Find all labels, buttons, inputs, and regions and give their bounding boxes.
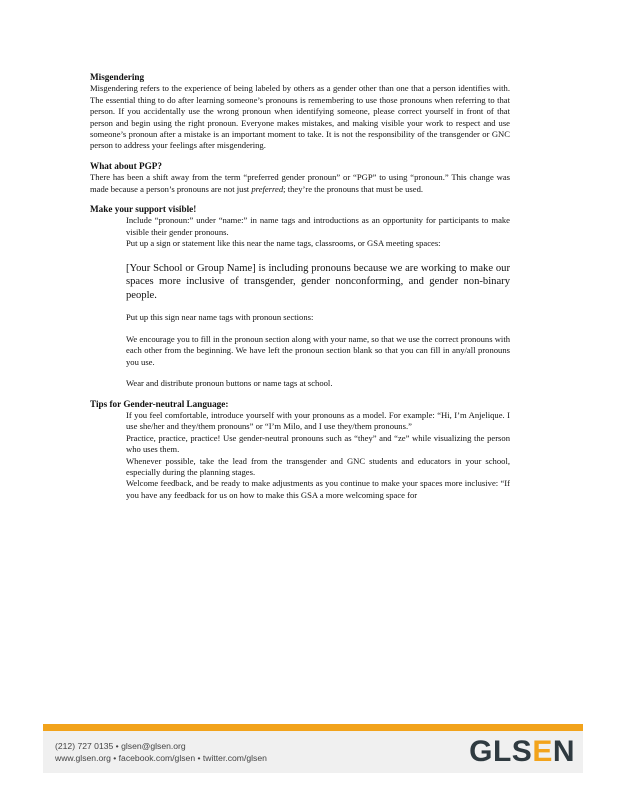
heading-misgendering: Misgendering — [90, 72, 145, 82]
logo-text-start: GLS — [469, 735, 533, 768]
footer-accent-bar — [43, 724, 583, 731]
section-pgp — [90, 161, 510, 195]
pgp-text-start: There has been a shift away from the term “preferred gender pronoun” or “PGP” to using “pronoun.” This change was made because a person’s pronouns are not just — [90, 172, 510, 194]
list-item-text: Whenever possible, take the lead from the transgender and GNC students and educators in your school, especially during the planning stages. — [126, 455, 510, 477]
section-tips — [90, 399, 510, 502]
footer-contact-line: (212) 727 0135 • glsen@glsen.org — [55, 741, 186, 751]
page-footer — [43, 731, 583, 773]
heading-tips: Tips for Gender-neutral Language: — [90, 398, 229, 409]
list-item-text: Wear and distribute pronoun buttons or name tags at school. — [126, 378, 333, 389]
support-list — [90, 215, 510, 389]
list-item-text: If you feel comfortable, introduce yourself with your pronouns as a model. For example: “Hi, I’m Anjelique. I use she/her and they/them pronouns” or “I’m Milo, and I use they/them pronouns.” — [126, 409, 510, 432]
list-item-text: Welcome feedback, and be ready to make adjustments as you continue to make your spaces more inclusive: “If you have any feedback for us on how to make this GSA a more welcoming space for — [126, 478, 510, 500]
list-item-text: Include “pronoun:” under “name:” in name tags and introductions as an opportunity for participants to make visible their gender pronouns. — [126, 215, 510, 237]
list-item-text: Put up this sign near name tags with pronoun sections: — [126, 312, 314, 323]
list-item — [90, 456, 510, 479]
paragraph-misgendering: Misgendering refers to the experience of being labeled by others as a gender other than one that a person identifies with. The essential thing to do after learning someone’s pronouns is remembering to use those pronouns when referring to that person. If you accidentally use the wrong pronoun when identifying someone, please correct yourself in front of that person and begin using the right pronoun. Everyone makes mistakes, and making visible your work to respect and use someone’s pronoun after a mistake is an important moment to take. It is not the responsibility of the transgender or GNC person to address your feelings after misgendering. — [90, 83, 510, 151]
heading-support: Make your support visible! — [90, 204, 197, 215]
list-item — [90, 312, 510, 323]
footer-links-line: www.glsen.org • facebook.com/glsen • twitter.com/glsen — [55, 753, 267, 763]
footer-contact — [55, 740, 267, 764]
logo-accent-letter: E — [532, 735, 553, 768]
list-item — [90, 433, 510, 456]
list-item — [90, 238, 510, 249]
heading-pgp: What about PGP? — [90, 160, 162, 171]
tips-list — [90, 410, 510, 501]
pgp-text-end: ; they’re the pronouns that must be used. — [283, 183, 424, 194]
list-item-text: [Your School or Group Name] is including pronouns because we are working to make our spaces more inclusive of transgender, gender nonconforming, and gender non-binary people. — [126, 262, 510, 301]
list-item — [90, 478, 510, 501]
list-item — [90, 262, 510, 303]
section-support — [90, 204, 510, 389]
list-item — [90, 334, 510, 368]
document-body — [90, 72, 510, 510]
pgp-emphasis: preferred — [251, 183, 284, 194]
list-item — [90, 378, 510, 389]
paragraph-pgp — [90, 172, 510, 195]
section-misgendering — [90, 72, 510, 152]
list-item — [90, 410, 510, 433]
logo-text-end: N — [552, 735, 575, 768]
list-item-text: Practice, practice, practice! Use gender-neutral pronouns such as “they” and “ze” while visualizing the person who uses them. — [126, 432, 510, 455]
list-item-text: We encourage you to fill in the pronoun section along with your name, so that we use the correct pronouns with each other from the beginning. We have left the pronoun section blank so that you can fill in any/all pronouns you use. — [126, 333, 510, 367]
glsen-logo — [469, 735, 575, 769]
list-item-text: Put up a sign or statement like this near the name tags, classrooms, or GSA meeting spaces: — [126, 238, 441, 249]
list-item — [90, 215, 510, 238]
